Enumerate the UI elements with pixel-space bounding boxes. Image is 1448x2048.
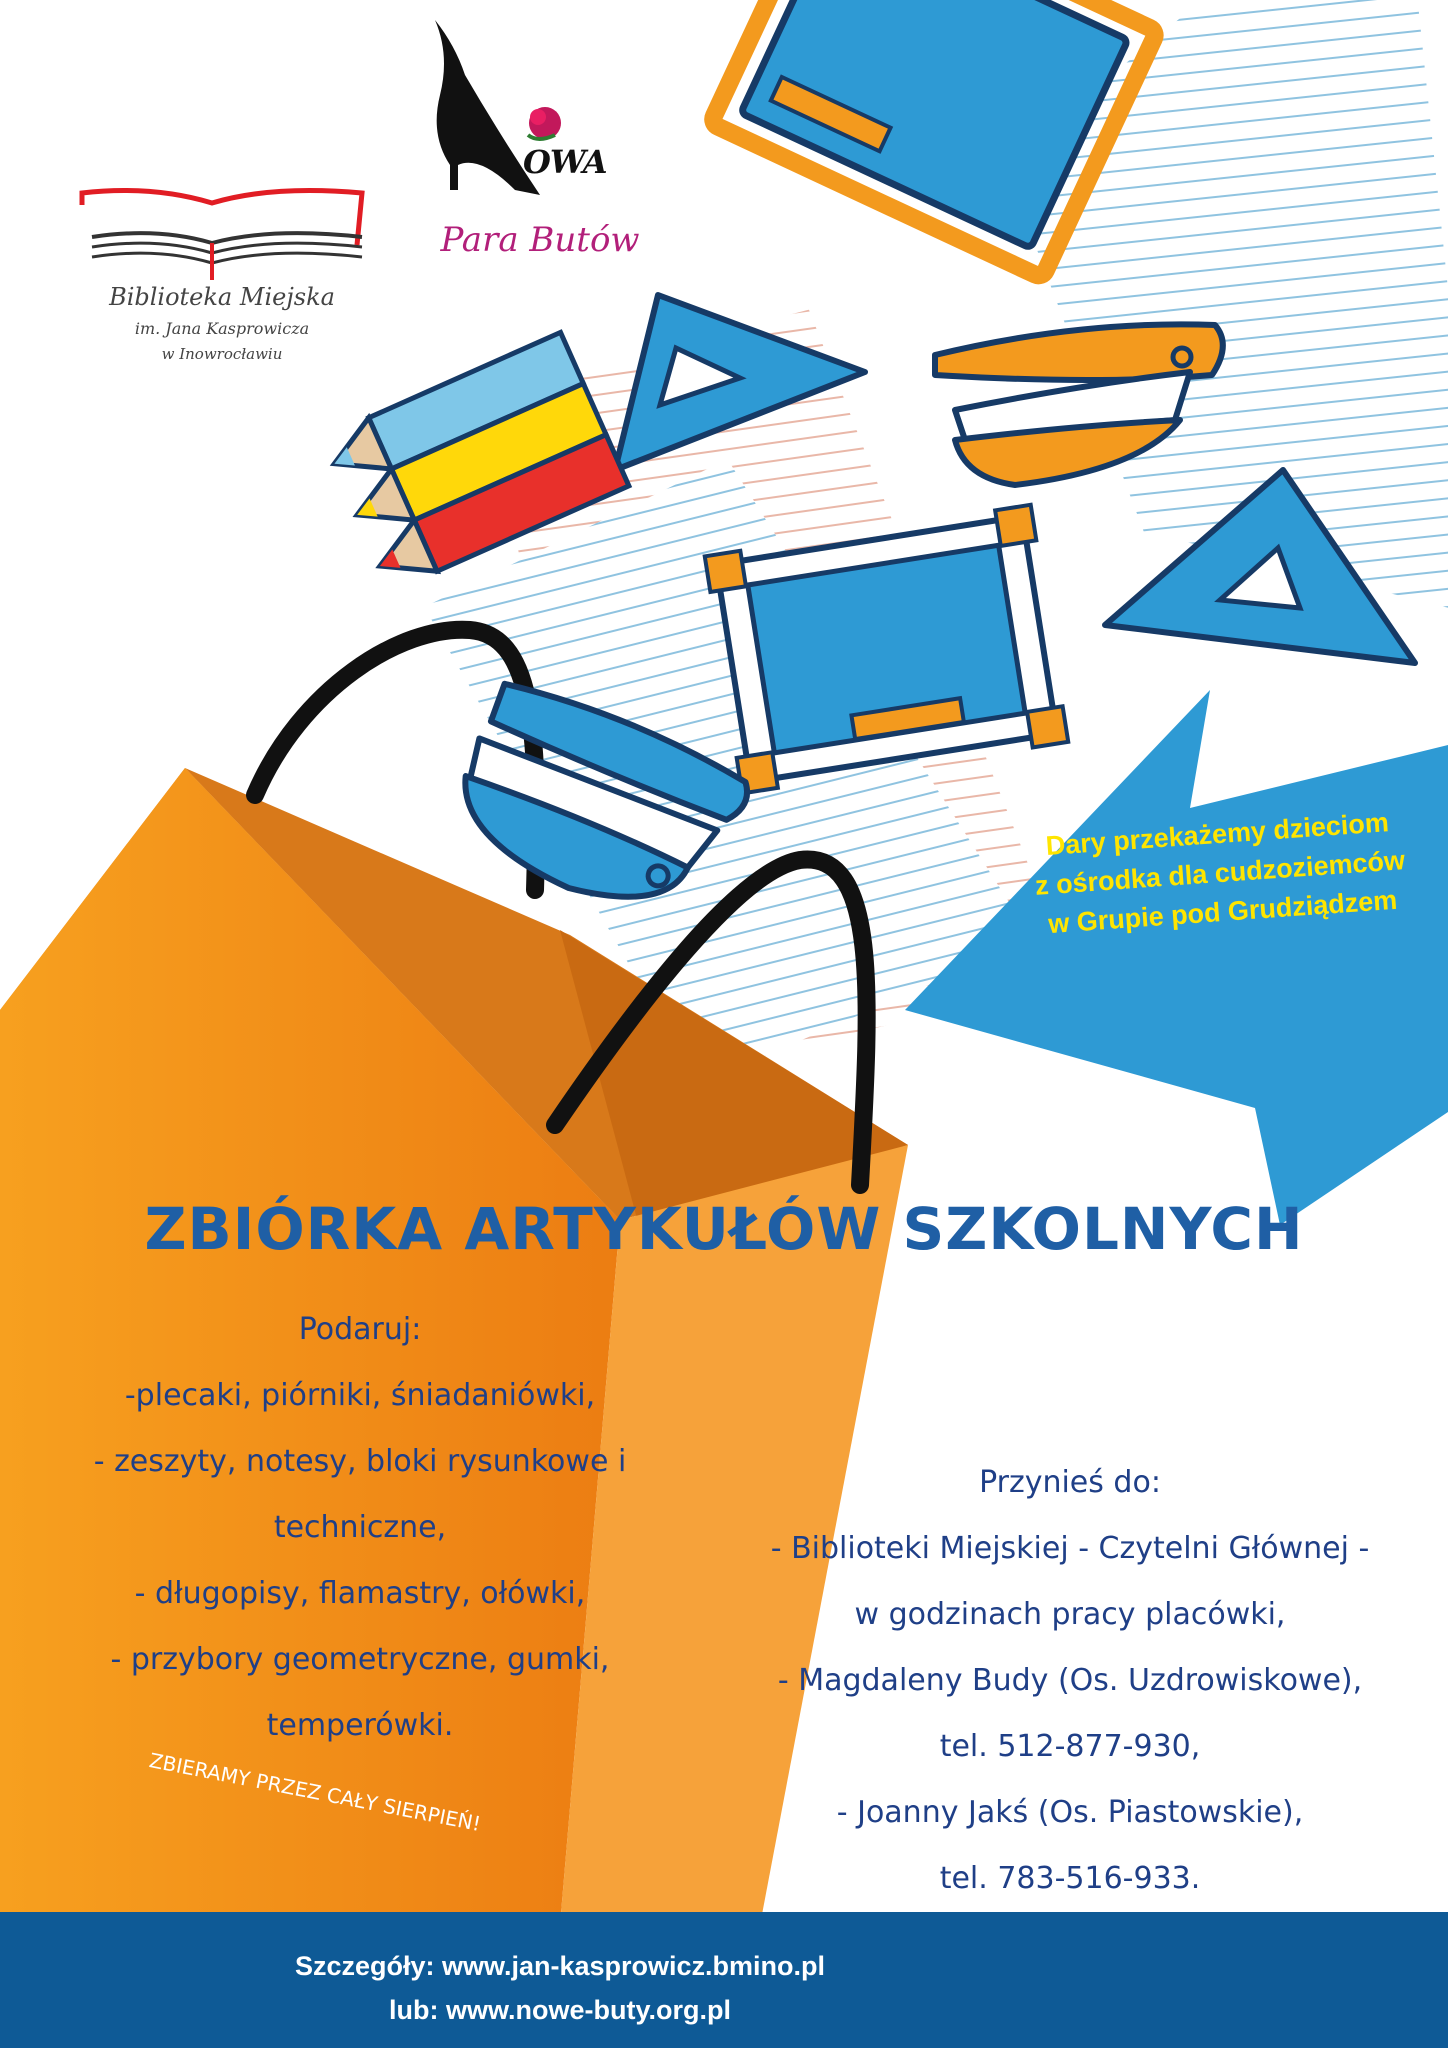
drop-off-line: - Joanny Jakś (Os. Piastowskie), [836,1795,1304,1830]
donate-heading: Podaruj: [298,1312,422,1347]
drop-off-line: tel. 512-877-930, [939,1729,1201,1764]
donate-item: techniczne, [273,1510,447,1545]
shoes-brand-subtitle: Para Butów [440,220,640,260]
arrow-line-3: w Grupie pod Grudziądzem [1047,884,1399,940]
shoes-brand-name: OWA [523,143,607,181]
arrow-line-1: Dary przekażemy dzieciom [1044,807,1390,862]
drop-off-line: - Biblioteki Miejskiej - Czytelni Głównej - [770,1531,1370,1566]
drop-off-line: w godzinach pracy placówki, [854,1597,1286,1632]
donate-item: - przybory geometryczne, gumki, [110,1642,610,1677]
library-patron: im. Jana Kasprowicza [134,319,310,338]
library-name: Biblioteka Miejska [109,283,335,311]
drop-off-line: - Magdaleny Budy (Os. Uzdrowiskowe), [777,1663,1363,1698]
open-book-icon [72,185,372,285]
drop-off-line: tel. 783-516-933. [939,1861,1201,1896]
library-city: w Inowrocławiu [161,345,283,363]
footer-link-shoes[interactable]: lub: www.nowe-buty.org.pl [389,1995,731,2025]
shoes-logo [420,15,640,265]
footer-link-library[interactable]: Szczegóły: www.jan-kasprowicz.bmino.pl [294,1951,826,1981]
collection-period-note: ZBIERAMY PRZEZ CAŁY SIERPIEŃ! [147,1748,483,1836]
footer-details [0,1944,1120,2032]
donate-item: - długopisy, flamastry, ołówki, [134,1576,586,1611]
footer-bar [0,1912,1448,2048]
high-heel-icon [420,15,640,215]
drop-off-heading: Przynieś do: [979,1465,1161,1500]
donate-item: -plecaki, piórniki, śniadaniówki, [124,1378,596,1413]
main-title: ZBIÓRKA ARTYKUŁÓW SZKOLNYCH [144,1195,1304,1263]
drop-off-info [720,1450,1420,1912]
donate-list [40,1297,680,1759]
donate-item: - zeszyty, notesy, bloki rysunkowe i [93,1444,627,1479]
donate-item: temperówki. [266,1708,454,1743]
library-logo [72,185,392,385]
arrow-line-2: z ośrodka dla cudzoziemców [1034,845,1406,901]
